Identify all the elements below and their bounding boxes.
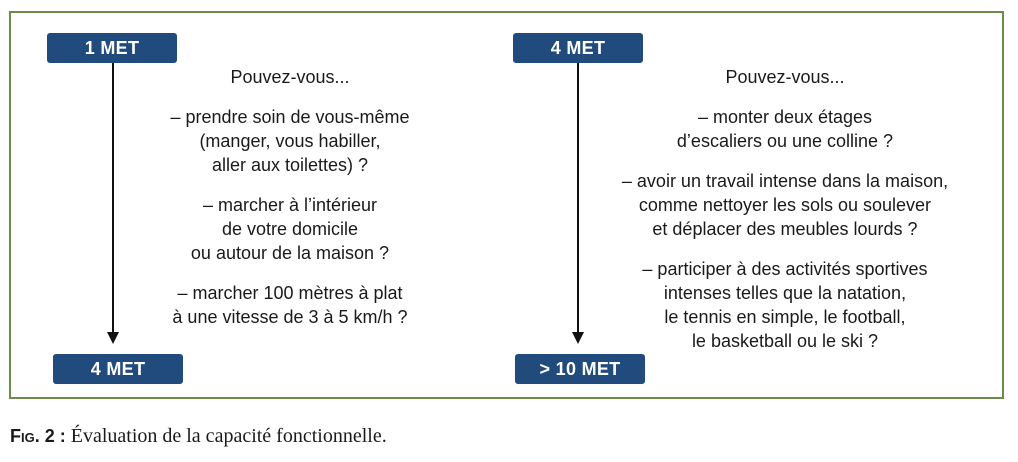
left-top-met-badge: 1 MET <box>47 33 177 63</box>
right-intro: Pouvez-vous... <box>725 67 845 87</box>
right-item-3-line-3: le tennis en simple, le football, <box>664 307 906 327</box>
figure-caption-text: Évaluation de la capacité fonctionnelle. <box>65 425 387 447</box>
left-item-2-line-2: de votre domicile <box>221 219 359 239</box>
right-item-3-line-2: intenses telles que la natation, <box>663 283 907 303</box>
right-arrow-line <box>577 63 579 333</box>
figure-caption <box>10 425 387 448</box>
left-arrow-head <box>107 332 119 344</box>
left-questions <box>130 65 450 329</box>
left-item-2-line-1: – marcher à l’intérieur <box>202 195 378 215</box>
right-item-1-line-1: – monter deux étages <box>697 107 873 127</box>
right-questions <box>585 65 985 353</box>
right-top-met-badge: 4 MET <box>513 33 643 63</box>
left-arrow-line <box>112 63 114 333</box>
right-item-3-line-4: le basketball ou le ski ? <box>691 331 879 351</box>
left-item-1-line-3: aller aux toilettes) ? <box>211 155 369 175</box>
right-arrow-head <box>572 332 584 344</box>
figure-label: Fig. 2 : <box>10 426 66 446</box>
left-item-1-line-1: – prendre soin de vous-même <box>170 107 410 127</box>
left-intro: Pouvez-vous... <box>230 67 350 87</box>
right-item-2-line-2: comme nettoyer les sols ou soulever <box>638 195 932 215</box>
left-item-3-line-2: à une vitesse de 3 à 5 km/h ? <box>172 307 408 327</box>
left-item-2-line-3: ou autour de la maison ? <box>190 243 390 263</box>
right-item-2-line-3: et déplacer des meubles lourds ? <box>652 219 918 239</box>
right-item-3-line-1: – participer à des activités sportives <box>642 259 928 279</box>
left-item-1-line-2: (manger, vous habiller, <box>199 131 381 151</box>
right-item-1-line-2: d’escaliers ou une colline ? <box>676 131 894 151</box>
left-item-3-line-1: – marcher 100 mètres à plat <box>177 283 403 303</box>
right-item-2-line-1: – avoir un travail intense dans la maison, <box>621 171 949 191</box>
right-bottom-met-badge: > 10 MET <box>515 354 645 384</box>
left-bottom-met-badge: 4 MET <box>53 354 183 384</box>
